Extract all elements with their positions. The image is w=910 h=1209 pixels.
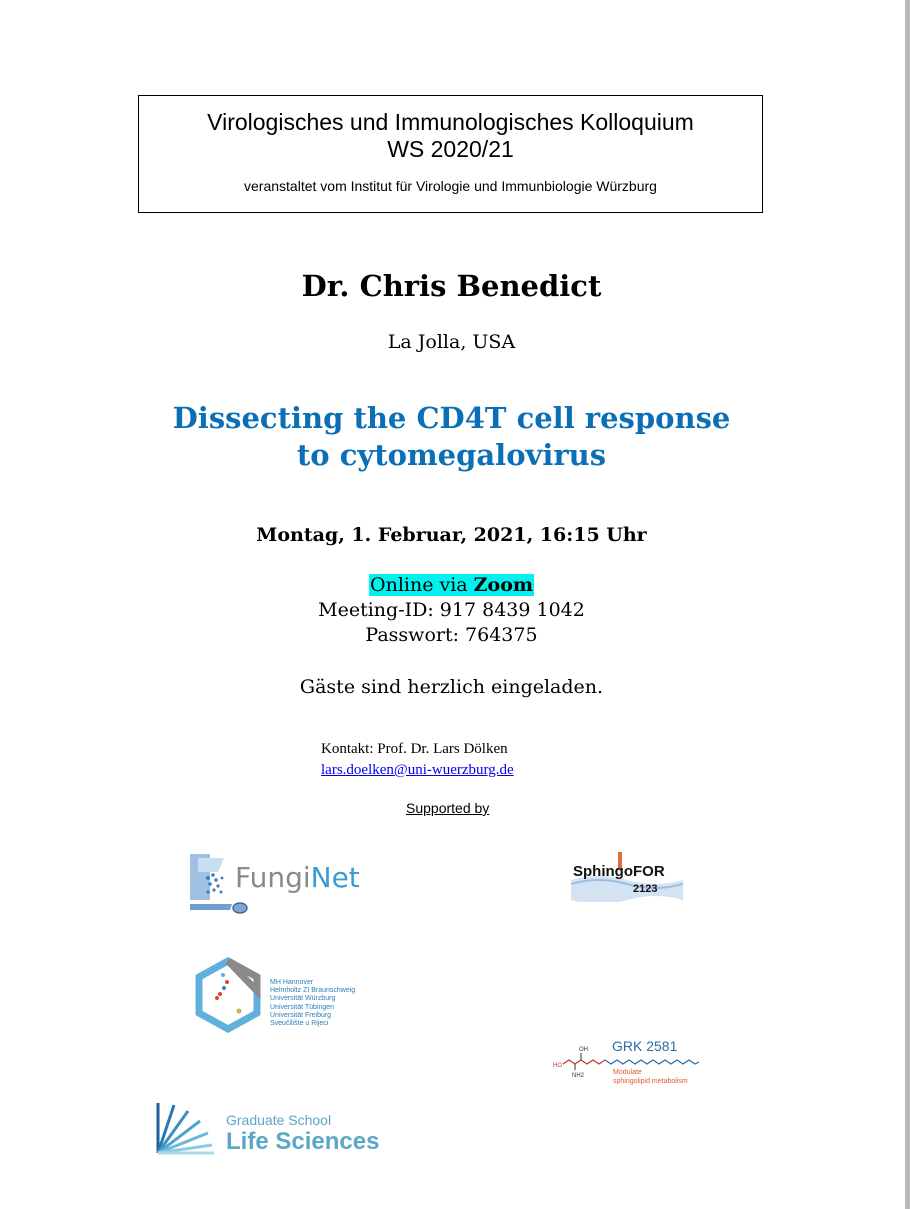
talk-title-line2: to cytomegalovirus — [296, 438, 607, 472]
svg-text:NH2: NH2 — [572, 1073, 585, 1079]
sphingofor-number: 2123 — [633, 883, 658, 895]
grk-title: GRK 2581 — [612, 1038, 678, 1054]
contact-line: Kontakt: Prof. Dr. Lars Dölken — [321, 741, 508, 757]
sphingofor-name: SphingoFOR — [573, 863, 665, 880]
speaker-name: Dr. Chris Benedict — [301, 269, 602, 303]
online-prefix: Online via — [370, 574, 474, 596]
page-edge-scrollbar — [905, 0, 910, 1209]
graduate-school-label: Graduate School — [226, 1112, 332, 1128]
partner-line: Universität Freiburg — [270, 1011, 332, 1019]
colloquium-header-box — [138, 95, 763, 213]
consortium-partner-list — [270, 979, 355, 1028]
graduate-school-logo — [154, 1101, 384, 1159]
funginet-wordmark: FungiNet — [235, 861, 360, 894]
organizer-line: veranstaltet vom Institut für Virologie und Immunbiologie Würzburg — [244, 178, 657, 194]
life-sciences-label: Life Sciences — [226, 1128, 380, 1155]
hexagon-icon — [193, 957, 263, 1033]
grk-2581-logo — [551, 1038, 701, 1090]
partner-line: Universität Tübingen — [270, 1003, 335, 1011]
graduate-school-rays-icon — [154, 1101, 218, 1159]
sphingofor-logo — [571, 850, 683, 902]
meeting-id: Meeting-ID: 917 8439 1042 — [318, 599, 585, 621]
grk-subtitle-1: Modulate — [613, 1069, 642, 1076]
partner-line: MH Hannover — [270, 979, 314, 986]
partner-line: Sveučilište u Rijeci — [270, 1020, 329, 1028]
supported-by-label: Supported by — [406, 800, 490, 816]
funginet-logo — [188, 852, 368, 918]
colloquium-title: Virologisches und Immunologisches Kolloquium — [207, 109, 694, 135]
event-date: Montag, 1. Februar, 2021, 16:15 Uhr — [256, 524, 647, 546]
partner-line: Helmholtz ZI Braunschweig — [270, 987, 356, 995]
consortium-hexagon-logo — [193, 957, 368, 1033]
online-highlight — [369, 574, 534, 596]
meeting-password: Passwort: 764375 — [365, 624, 538, 646]
grk-subtitle-2: sphingolipid metabolism — [613, 1078, 688, 1085]
talk-title-line1: Dissecting the CD4T cell response — [172, 401, 731, 435]
svg-text:OH: OH — [579, 1047, 588, 1053]
online-info — [0, 573, 903, 597]
svg-text:HO: HO — [553, 1063, 562, 1069]
semester: WS 2020/21 — [387, 136, 514, 162]
zoom-platform: Zoom — [473, 574, 533, 596]
partner-line: Universität Würzburg — [270, 995, 336, 1003]
contact-email-link[interactable]: lars.doelken@uni-wuerzburg.de — [321, 762, 514, 778]
guests-invitation: Gäste sind herzlich eingeladen. — [299, 676, 604, 698]
speaker-location: La Jolla, USA — [387, 331, 516, 353]
